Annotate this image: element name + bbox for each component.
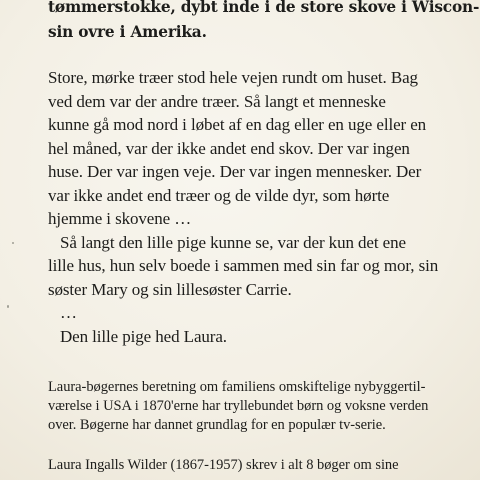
series-blurb (48, 378, 468, 435)
excerpt-line-9: lille hus, hun selv boede i sammen med sin far og mor, sin (48, 256, 439, 275)
intro-line-1: tømmerstokke, dybt inde i de store skove i Wiscon- (48, 0, 480, 16)
excerpt-line-2: ved dem var der andre træer. Så langt et menneske (48, 91, 386, 111)
excerpt-line-6: var ikke andet end træer og de vilde dyr, som hørte (48, 185, 390, 205)
excerpt-line-1: Store, mørke træer stod hele vejen rundt om huset. Bag (48, 68, 418, 87)
intro-bold-text (48, 0, 480, 44)
excerpt-line-10: søster Mary og sin lillesøster Carrie. (48, 279, 292, 299)
blurb-line-1: Laura-bøgernes beretning om familiens omskiftelige nybyggertil- (48, 379, 426, 395)
excerpt-ellipsis: … (60, 303, 77, 322)
paper-speck (12, 242, 14, 244)
excerpt-line-8: Så langt den lille pige kunne se, var der kun det ene (60, 232, 406, 252)
paper-speck (7, 305, 9, 308)
excerpt-line-7: hjemme i skovene … (48, 209, 192, 228)
author-line-1: Laura Ingalls Wilder (1867-1957) skrev i alt 8 bøger om sine (48, 457, 399, 473)
excerpt-paragraph (48, 66, 468, 348)
excerpt-line-12: Den lille pige hed Laura. (60, 326, 227, 346)
author-note (48, 456, 468, 475)
excerpt-line-3: kunne gå mod nord i løbet af en dag eller en uge eller en (48, 115, 427, 134)
intro-line-2: sin ovre i Amerika. (48, 22, 207, 41)
excerpt-line-4: hel måned, var der ikke andet end skov. Der var ingen (48, 138, 410, 158)
blurb-line-2: værelse i USA i 1870'erne har tryllebundet børn og voksne verden (48, 398, 429, 414)
blurb-line-3: over. Bøgerne har dannet grundlag for en populær tv-serie. (48, 417, 386, 433)
excerpt-line-5: huse. Der var ingen veje. Der var ingen mennesker. Der (48, 162, 422, 181)
